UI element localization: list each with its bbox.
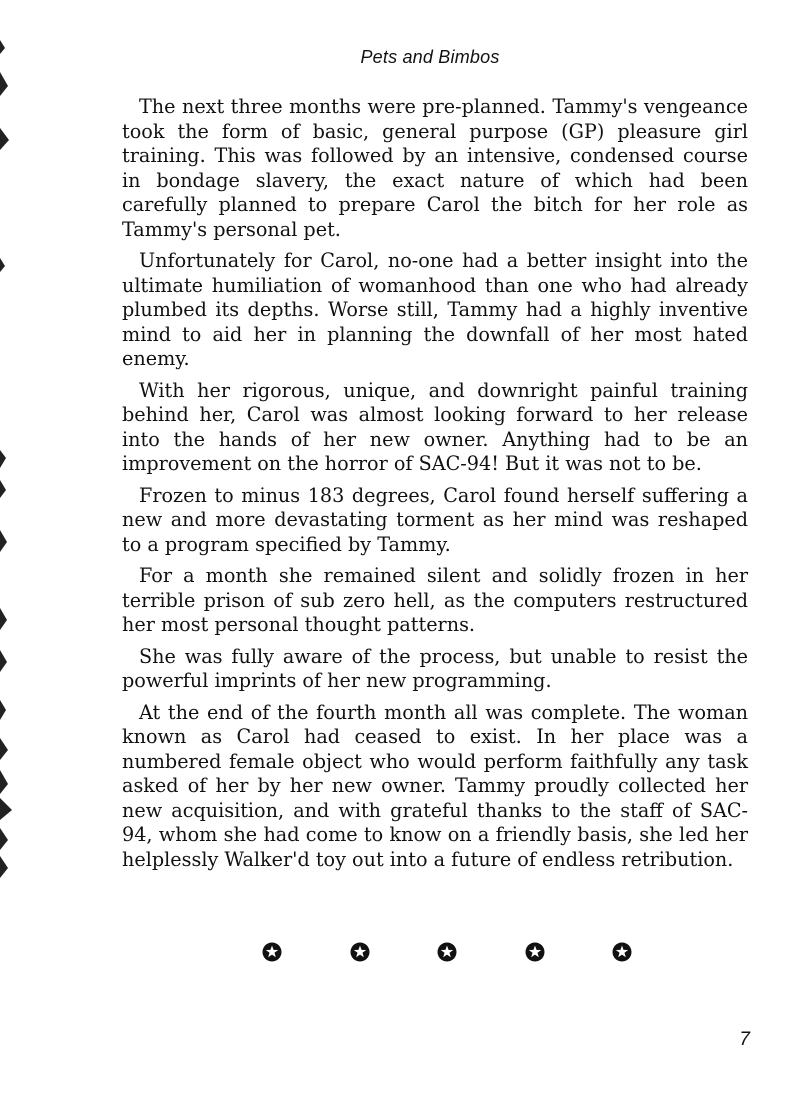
paragraph: For a month she remained silent and solidly frozen in her terrible prison of sub zero hell, as the computers restructured her most personal thought patterns.: [122, 564, 748, 636]
page-number: 7: [739, 1029, 750, 1050]
paragraph: Unfortunately for Carol, no-one had a better insight into the ultimate humiliation of womanhood than one who had already plumbed its depths. Worse still, Tammy had a highly inventive mind to aid her in planning the downfall of her most hated enemy.: [122, 249, 748, 370]
paragraph: Frozen to minus 183 degrees, Carol found herself suffering a new and more devastating torment as her mind was reshaped to a program specified by Tammy.: [122, 483, 748, 556]
section-break-ornaments: [262, 942, 632, 962]
star-in-circle-icon: [525, 942, 545, 962]
star-in-circle-icon: [612, 942, 632, 962]
star-in-circle-icon: [262, 942, 282, 962]
paragraph: She was fully aware of the process, but unable to resist the powerful imprints of her new programming.: [122, 644, 748, 692]
star-in-circle-icon: [437, 942, 457, 962]
paragraph: With her rigorous, unique, and downright painful training behind her, Carol was almost looking forward to her release into the hands of her new owner. Anything had to be an improvement on the horror of SAC-94! But it was not to be.: [122, 378, 748, 475]
paragraph: The next three months were pre-planned. Tammy's vengeance took the form of basic, general purpose (GP) pleasure girl training. This was followed by an intensive, condensed course in bondage slavery, the exact nature of which had been carefully planned to prepare Carol the bitch for her role as Tammy's personal pet.: [122, 95, 748, 241]
binding-edge-marks: [0, 0, 12, 1107]
paragraph: At the end of the fourth month all was complete. The woman known as Carol had ceased to exist. In her place was a numbered female object who would perform faithfully any task asked of her by her new owner. Tammy proudly collected her new acquisition, and with grateful thanks to the staff of SAC-94, whom she had come to know on a friendly basis, she led her helplessly Walker'd toy out into a future of endless retribution.: [122, 700, 748, 871]
body-text: [122, 95, 748, 879]
star-in-circle-icon: [350, 942, 370, 962]
running-head: Pets and Bimbos: [360, 47, 500, 67]
